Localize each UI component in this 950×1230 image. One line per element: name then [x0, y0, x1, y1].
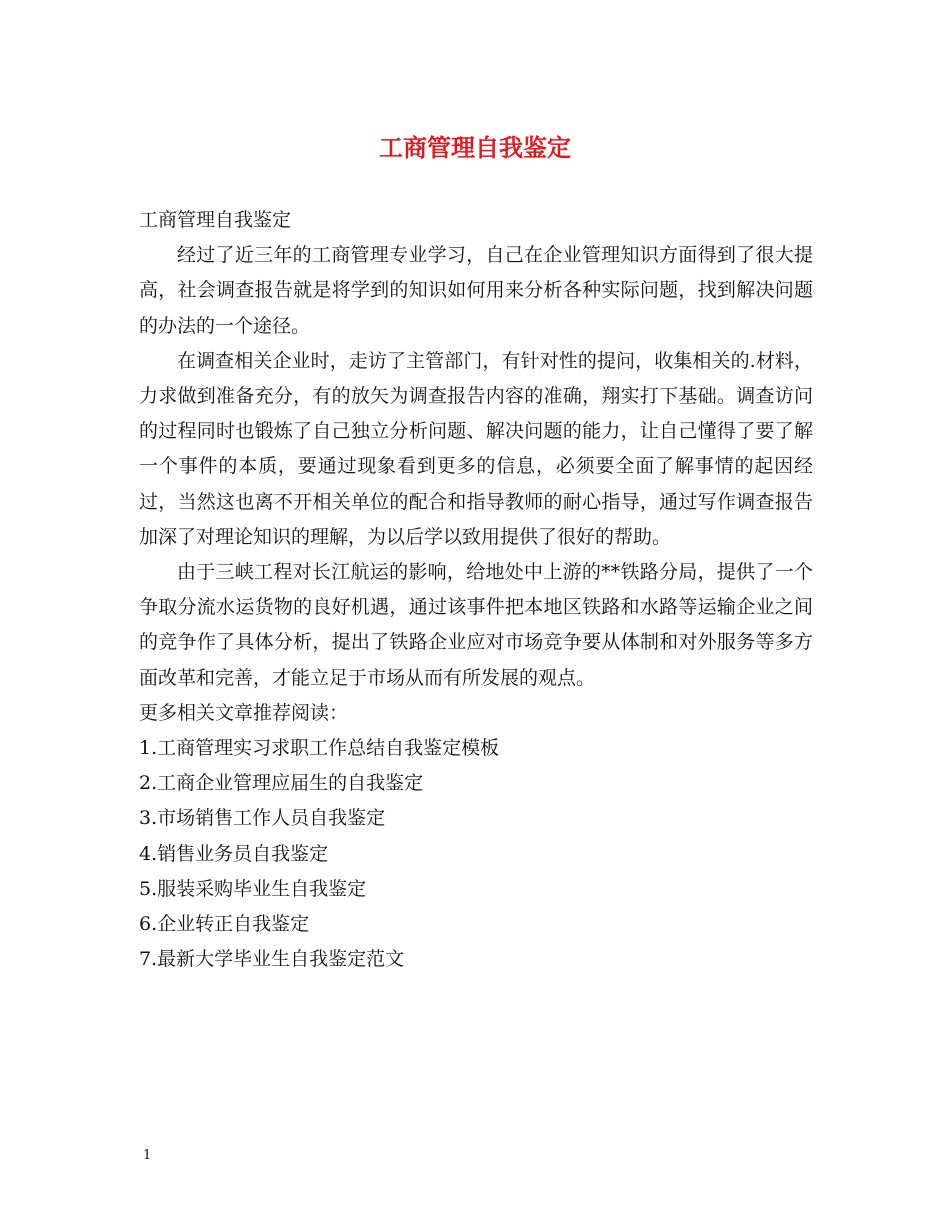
document-subtitle: 工商管理自我鉴定: [139, 209, 292, 231]
page-number: 1: [143, 1148, 152, 1163]
related-article-link-3[interactable]: 3.市场销售工作人员自我鉴定: [139, 807, 386, 830]
related-articles-list: [139, 731, 813, 977]
related-article-link-7[interactable]: 7.最新大学毕业生自我鉴定范文: [139, 948, 405, 971]
document-body: [139, 203, 813, 977]
related-article-link-4[interactable]: 4.销售业务员自我鉴定: [139, 842, 329, 865]
related-article-link-1[interactable]: 1.工商管理实习求职工作总结自我鉴定模板: [139, 737, 500, 760]
document-title: 工商管理自我鉴定: [379, 133, 571, 162]
related-article-link-5[interactable]: 5.服装采购毕业生自我鉴定: [139, 877, 367, 900]
related-articles-heading: 更多相关文章推荐阅读：: [139, 701, 349, 724]
paragraph-3: 由于三峡工程对长江航运的影响，给地处中上游的**铁路分局，提供了一个争取分流水运货物的良好机遇，通过该事件把本地区铁路和水路等运输企业之间的竞争作了具体分析，提出了铁路企业应对市场竞争要从体制和对外服务等多方面改革和完善，才能立足于市场从而有所发展的观点。: [139, 561, 813, 689]
paragraph-1: 经过了近三年的工商管理专业学习，自己在企业管理知识方面得到了很大提高，社会调查报告就是将学到的知识如何用来分析各种实际问题，找到解决问题的办法的一个途径。: [139, 244, 813, 337]
related-article-link-6[interactable]: 6.企业转正自我鉴定: [139, 913, 310, 936]
related-article-link-2[interactable]: 2.工商企业管理应届生的自我鉴定: [139, 772, 424, 795]
paragraph-2: 在调查相关企业时，走访了主管部门，有针对性的提问，收集相关的.材料，力求做到准备充分，有的放矢为调查报告内容的准确，翔实打下基础。调查访问的过程同时也锻炼了自己独立分析问题、解决问题的能力，让自己懂得了要了解一个事件的本质，要通过现象看到更多的信息，必须要全面了解事情的起因经过，当然这也离不开相关单位的配合和指导教师的耐心指导，通过写作调查报告加深了对理论知识的理解，为以后学以致用提供了很好的帮助。: [139, 349, 813, 548]
